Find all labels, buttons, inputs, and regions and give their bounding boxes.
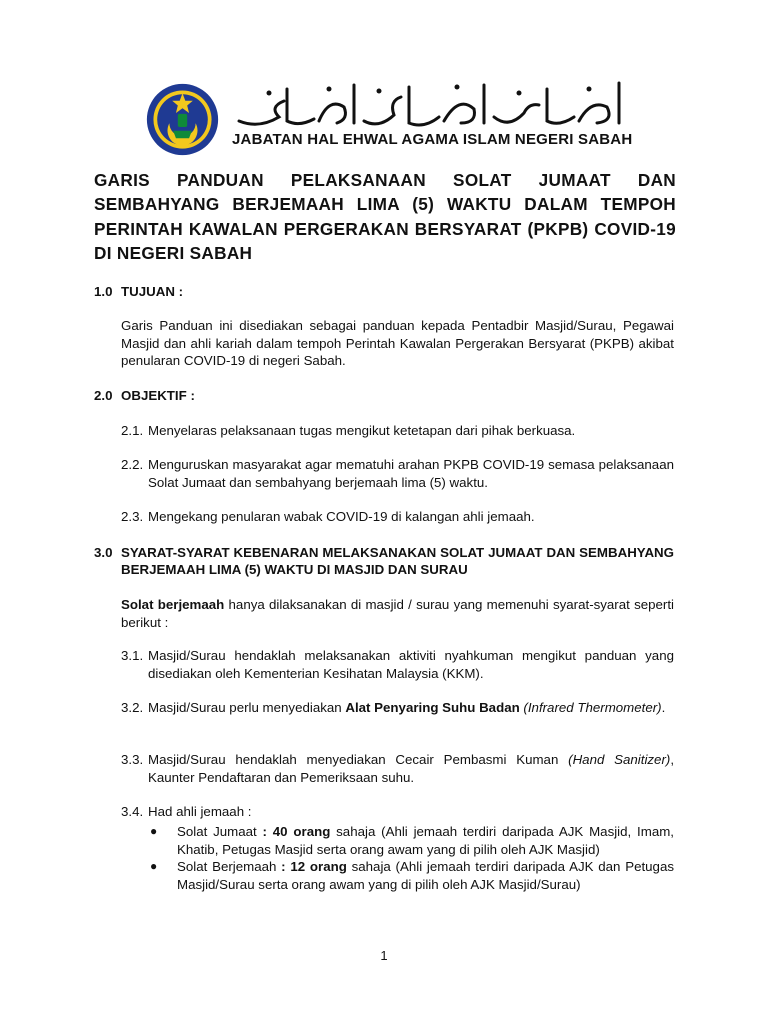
condition-number: 3.2. xyxy=(121,700,144,715)
condition-item xyxy=(121,647,674,683)
condition-number: 3.1. xyxy=(121,648,144,663)
objective-text: Mengekang penularan wabak COVID-19 di kalangan ahli jemaah. xyxy=(148,509,535,524)
condition-number: 3.4. xyxy=(121,804,144,819)
section-2-heading: OBJEKTIF : xyxy=(121,388,195,403)
condition-text: Masjid/Surau hendaklah melaksanakan aktiviti nyahkuman mengikut panduan yang disediakan oleh Kementerian Kesihatan Malaysia (KKM). xyxy=(148,648,674,681)
bullet-icon: ● xyxy=(150,859,158,873)
bullet-item xyxy=(150,823,674,859)
bullet-text-part: Solat Jumaat xyxy=(177,824,263,839)
letterhead xyxy=(145,77,635,152)
objective-number: 2.1. xyxy=(121,423,144,438)
section-1-heading: TUJUAN : xyxy=(121,284,184,299)
bullet-text-part: Solat Berjemaah xyxy=(177,859,282,874)
objective-number: 2.3. xyxy=(121,509,144,524)
condition-text-end: , Kaunter Pendaftaran dan Pemeriksaan suhu. xyxy=(148,752,675,785)
bullet-text xyxy=(177,858,674,893)
bullet-item xyxy=(150,858,674,894)
condition-italic-part: (Infrared Thermometer) xyxy=(523,700,662,715)
section-1-paragraph: Garis Panduan ini disediakan sebagai panduan kepada Pentadbir Masjid/Surau, Pegawai Masjid dan ahli kariah dalam tempoh Perintah Kawalan Pergerakan Bersyarat (PKPB) akibat penularan COVID-19 di negeri Sabah. xyxy=(121,318,674,368)
section-2-number: 2.0 xyxy=(94,388,113,403)
bullet-text xyxy=(177,823,674,858)
department-name: JABATAN HAL EHWAL AGAMA ISLAM NEGERI SABAH xyxy=(232,131,633,148)
page-number: 1 xyxy=(380,948,388,963)
condition-number: 3.3. xyxy=(121,752,144,767)
intro-text: hanya dilaksanakan di masjid / surau yang memenuhi syarat-syarat seperti berikut : xyxy=(121,597,674,630)
condition-label: Had ahli jemaah : xyxy=(148,804,252,819)
condition-text-part: Masjid/Surau hendaklah menyediakan Cecair Pembasmi Kuman xyxy=(148,752,569,767)
bullet-text-end: sahaja (Ahli jemaah terdiri daripada AJK dan Petugas Masjid/Surau serta orang awam yang di pilih oleh AJK Masjid/Surau) xyxy=(177,859,674,892)
objective-text: Menyelaras pelaksanaan tugas mengikut ketetapan dari pihak berkuasa. xyxy=(148,423,576,438)
condition-item xyxy=(121,803,674,823)
condition-text xyxy=(148,699,674,717)
objective-text: Menguruskan masyarakat agar mematuhi arahan PKPB COVID-19 semasa pelaksanaan Solat Jumaat dan sembahyang berjemaah lima (5) waktu. xyxy=(148,457,674,490)
condition-text-end: . xyxy=(661,700,666,715)
condition-item xyxy=(121,751,674,787)
condition-text xyxy=(148,751,674,786)
jheains-emblem-logo xyxy=(145,82,220,157)
bullet-bold-part: : 40 orang xyxy=(262,824,331,839)
bullet-text-end: sahaja (Ahli jemaah terdiri daripada AJK Masjid, Imam, Khatib, Petugas Masjid serta orang awam yang di pilih oleh AJK Masjid) xyxy=(177,824,674,857)
intro-bold: Solat berjemaah xyxy=(121,597,225,612)
section-3-heading-line1: SYARAT-SYARAT KEBENARAN MELAKSANAKAN SOLAT JUMAAT DAN SEMBAHYANG xyxy=(121,545,674,560)
document-title: GARIS PANDUAN PELAKSANAAN SOLAT JUMAAT DAN SEMBAHYANG BERJEMAAH LIMA (5) WAKTU DALAM TEMPOH PERINTAH KAWALAN PERGERAKAN BERSYARAT (PKPB) COVID-19 DI NEGERI SABAH xyxy=(94,170,676,264)
section-3-number: 3.0 xyxy=(94,545,113,560)
section-3-heading-line2: BERJEMAAH LIMA (5) WAKTU DI MASJID DAN SURAU xyxy=(121,562,468,577)
condition-text-part: Masjid/Surau perlu menyediakan xyxy=(148,700,346,715)
bullet-icon: ● xyxy=(150,824,158,838)
objective-number: 2.2. xyxy=(121,457,144,472)
section-1-number: 1.0 xyxy=(94,284,113,299)
condition-bold-part: Alat Penyaring Suhu Badan xyxy=(345,700,520,715)
condition-italic-part: (Hand Sanitizer) xyxy=(568,752,671,767)
jawi-calligraphy-logo xyxy=(229,77,629,131)
condition-item xyxy=(121,699,674,735)
section-3-intro xyxy=(121,596,674,631)
bullet-bold-part: : 12 orang xyxy=(281,859,347,874)
